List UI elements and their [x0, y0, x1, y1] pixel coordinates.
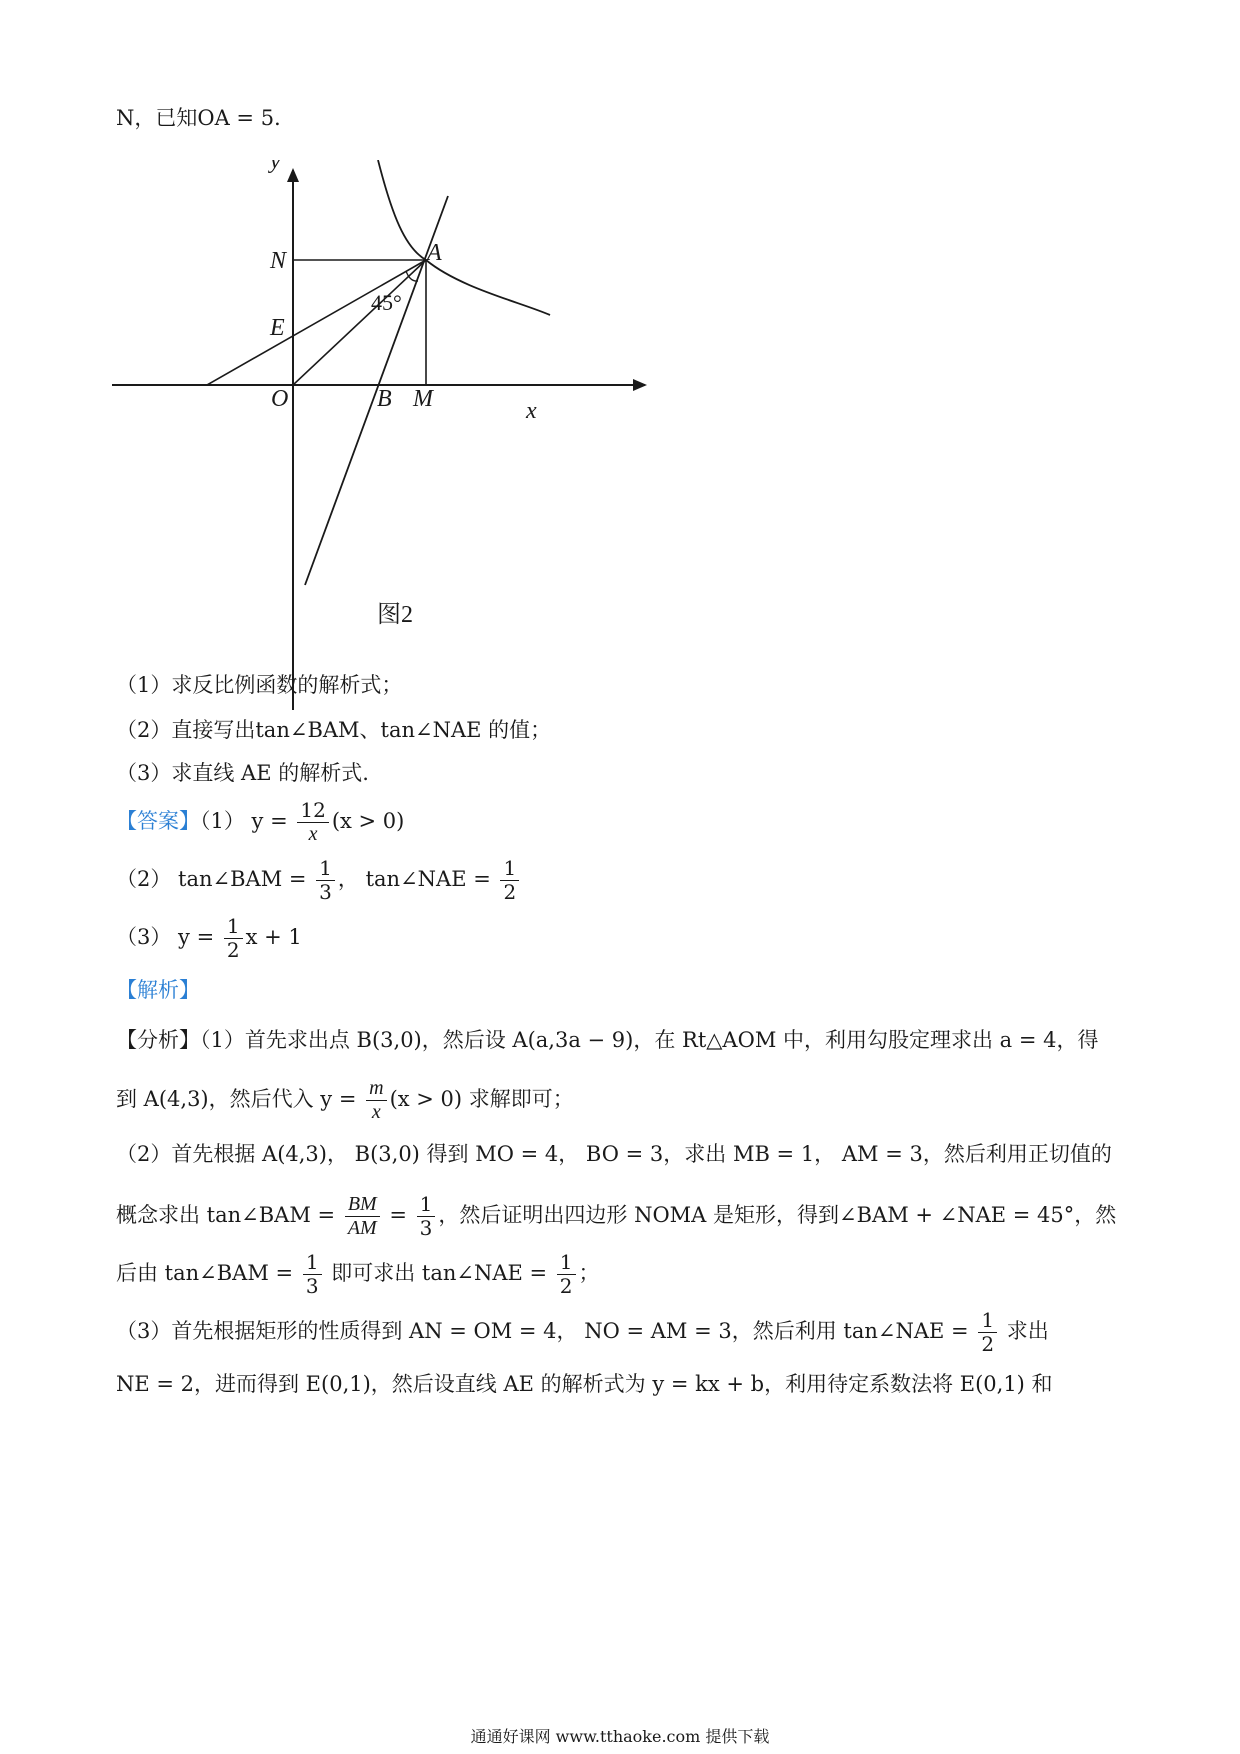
analysis-line-4 [116, 1194, 1116, 1239]
answer-2 [116, 858, 522, 903]
answer-2-mid: ， tan∠NAE = [337, 867, 498, 891]
fraction-numerator: 12 [297, 800, 328, 823]
analysis-text-4b: ，然后证明出四边形 NOMA 是矩形，得到∠BAM + ∠NAE = 45°，然 [438, 1203, 1117, 1227]
fenxi-tag: 【分析】 [116, 1028, 200, 1052]
x-axis-arrow [633, 379, 647, 391]
label-e: E [270, 315, 285, 341]
intro-text: N，已知OA = 5． [116, 106, 296, 130]
fraction-numerator: 1 [500, 858, 519, 881]
fraction-denominator: 3 [419, 1216, 433, 1240]
analysis-text-5c: ； [578, 1261, 600, 1285]
analysis-fraction-one-half-b [978, 1310, 997, 1355]
fraction-denominator: 2 [503, 880, 517, 904]
answer-1 [116, 800, 404, 845]
y-axis-arrow [287, 168, 299, 182]
analysis-line-6 [116, 1310, 1049, 1355]
answer-3-fraction [224, 916, 243, 961]
analysis-fraction-one-half [557, 1252, 576, 1297]
analysis-line-3: （2）首先根据 A(4,3)， B(3,0) 得到 MO = 4， BO = 3，求出 MB = 1， AM = 3，然后利用正切值的 [116, 1142, 1112, 1166]
analysis-text-2a: 到 A(4,3)，然后代入 y = [116, 1087, 364, 1111]
analysis-fraction-m-x [366, 1078, 386, 1123]
analysis-line-1 [116, 1030, 1099, 1051]
analysis-text-6b: 求出 [1000, 1319, 1049, 1343]
analysis-text-5a: 后由 tan∠BAM = [116, 1261, 300, 1285]
answer-2-fraction-1 [316, 858, 335, 903]
analysis-fraction-one-third-b [303, 1252, 322, 1297]
answer-2-prefix: （2） tan∠BAM = [116, 867, 314, 891]
analysis-tag: 【解析】 [116, 978, 200, 1002]
fraction-numerator: BM [345, 1194, 380, 1217]
analysis-line-7: NE = 2，进而得到 E(0,1)，然后设直线 AE 的解析式为 y = kx + b，利用待定系数法将 E(0,1) 和 [116, 1372, 1053, 1396]
fraction-numerator: m [366, 1078, 386, 1101]
label-o: O [271, 386, 289, 412]
question-1: （1）求反比例函数的解析式； [116, 673, 403, 697]
fraction-denominator: 3 [305, 1274, 319, 1298]
segment-oa [293, 260, 426, 385]
question-2: （2）直接写出tan∠BAM、tan∠NAE 的值； [116, 718, 552, 742]
fraction-denominator: AM [347, 1217, 377, 1239]
label-x: x [526, 398, 537, 424]
analysis-text-6a: （3）首先根据矩形的性质得到 AN = OM = 4， NO = AM = 3，然后利用 tan∠NAE = [116, 1319, 976, 1343]
fraction-numerator: 1 [224, 916, 243, 939]
label-m: M [413, 386, 433, 412]
answer-3-suffix: x + 1 [245, 925, 302, 949]
fraction-denominator: x [308, 823, 318, 845]
fraction-denominator: 3 [319, 880, 332, 904]
answer-1-fraction [297, 800, 328, 845]
fraction-numerator: 1 [303, 1252, 322, 1275]
fraction-denominator: 2 [226, 938, 240, 962]
line-ae [207, 260, 426, 385]
answer-3-prefix: （3） y = [116, 925, 221, 949]
analysis-text-1: （1）首先求出点 B(3,0)，然后设 A(a,3a − 9)，在 Rt△AOM 中，利用勾股定理求出 a = 4，得 [200, 1028, 1099, 1052]
analysis-text-5b: 即可求出 tan∠NAE = [324, 1261, 554, 1285]
fraction-numerator: 1 [978, 1310, 997, 1333]
label-y: y [270, 160, 281, 174]
analysis-fraction-bm-am [345, 1194, 380, 1239]
label-a: A [427, 240, 442, 266]
fraction-numerator: 1 [557, 1252, 576, 1275]
fraction-numerator: 1 [417, 1194, 436, 1217]
figure-caption: 图2 [377, 602, 413, 628]
hyperbola-curve [378, 160, 550, 315]
analysis-line-2 [116, 1078, 574, 1123]
answer-3 [116, 916, 302, 961]
answer-tag: 【答案】 [116, 809, 200, 833]
answer-2-fraction-2 [500, 858, 519, 903]
fraction-denominator: 2 [981, 1332, 995, 1356]
answer-1-prefix: （1） y = [200, 809, 295, 833]
fraction-numerator: 1 [316, 858, 335, 881]
page-footer: 通通好课网 www.tthaoke.com 提供下载 [470, 1727, 770, 1746]
geometry-figure [100, 160, 660, 724]
analysis-text-2b: (x > 0) 求解即可； [389, 1087, 574, 1111]
label-angle: 45° [371, 290, 402, 315]
analysis-equals: = [382, 1203, 414, 1227]
answer-1-suffix: (x > 0) [331, 809, 405, 833]
analysis-fraction-one-third [417, 1194, 436, 1239]
label-b: B [377, 386, 392, 412]
analysis-line-5 [116, 1252, 600, 1297]
question-3: （3）求直线 AE 的解析式. [116, 761, 369, 785]
fraction-denominator: 2 [559, 1274, 573, 1298]
analysis-text-4a: 概念求出 tan∠BAM = [116, 1203, 342, 1227]
label-n: N [270, 248, 287, 274]
fraction-denominator: x [371, 1101, 381, 1123]
